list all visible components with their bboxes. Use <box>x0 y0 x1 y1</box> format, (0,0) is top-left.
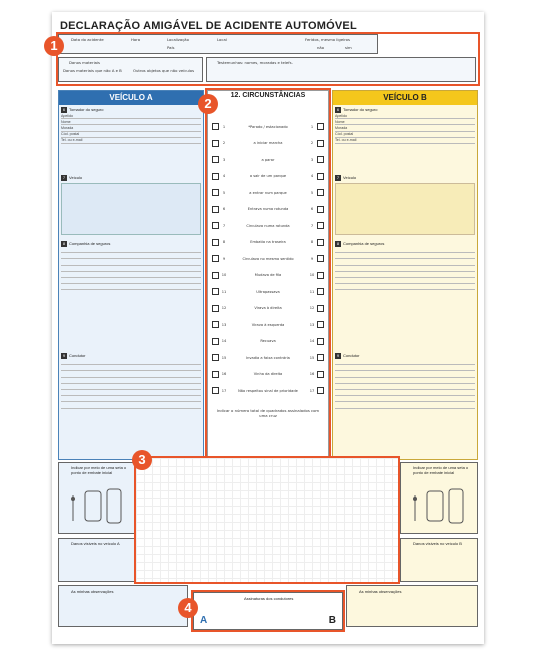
circumstance-number: 4 <box>310 174 314 178</box>
section-number: 6 <box>62 107 66 112</box>
callout-badge-3: 3 <box>132 450 152 470</box>
field-name[interactable]: Nome <box>61 119 201 125</box>
circumstance-number: 7 <box>222 223 226 228</box>
vehicle-a-driver: 9 Condutor <box>61 353 201 409</box>
field-phone[interactable]: Tel. ou e-mail <box>335 138 475 144</box>
circumstance-label: Mudava de fila <box>254 273 282 277</box>
vehicle-b-vehicle-grid[interactable] <box>335 183 475 235</box>
circumstance-number: 3 <box>222 157 226 162</box>
form-title: DECLARAÇÃO AMIGÁVEL DE ACIDENTE AUTOMÓVEL <box>60 20 357 32</box>
car-diagram-a-icon[interactable] <box>59 485 137 535</box>
witness-label: Testemunhas: nomes, moradas e telefs. <box>217 60 293 65</box>
circumstance-number: 3 <box>310 157 314 162</box>
vehicle-a-column <box>58 90 204 460</box>
impact-point-a-panel: Indicar por meio de uma seta o ponto de embate inicial <box>58 462 136 534</box>
circumstance-label: Embatia na traseira <box>250 240 286 244</box>
vehicle-a-policyholder: 6 Tomador do seguro Apelido Nome Morada Cód. postal Tel. ou e-mail <box>61 107 201 144</box>
country-label: País <box>167 45 175 50</box>
circumstance-label: Circulava numa rotunda <box>246 223 290 228</box>
location-label: Localização <box>167 37 189 42</box>
circumstance-number: 6 <box>310 207 314 211</box>
circumstance-number: 7 <box>310 223 314 228</box>
signature-a-label: A <box>200 615 208 626</box>
car-diagram-b-icon[interactable] <box>401 485 479 535</box>
vehicle-b-column <box>332 90 478 460</box>
signatures-header: Assinaturas dos condutores <box>244 596 294 601</box>
field-postal[interactable]: Cód. postal <box>335 132 475 138</box>
circumstance-label: Virava à esquerda <box>251 322 285 327</box>
circumstance-label: Vinha da direita <box>253 372 283 376</box>
time-label: Hora <box>131 37 141 42</box>
circumstance-number: 5 <box>310 190 314 195</box>
circumstance-number: 16 <box>221 372 227 376</box>
vehicle-b-vehicle: 7 Veículo <box>335 175 475 235</box>
circumstance-number: 16 <box>309 372 315 376</box>
field-surname[interactable]: Apelido <box>335 113 475 119</box>
circumstance-label: a parar <box>261 157 275 162</box>
vehicle-a-header: VEÍCULO A <box>59 91 203 105</box>
field-postal[interactable]: Cód. postal <box>61 132 201 138</box>
objects-label: Outros objetos que não veículos <box>133 68 195 73</box>
circumstance-number: 17 <box>221 388 227 393</box>
circumstances-header: 12. CIRCUNSTÂNCIAS <box>230 92 306 99</box>
visible-damage-b-panel[interactable]: Danos visíveis no veículo B <box>400 538 478 582</box>
observations-a-panel[interactable]: As minhas observações <box>58 585 188 627</box>
vehicle-b-policyholder: 6 Tomador do seguro Apelido Nome Morada Cód. postal Tel. ou e-mail <box>335 107 475 144</box>
field-phone[interactable]: Tel. ou e-mail <box>61 138 201 144</box>
circumstance-label: Invadia a faixa contrária <box>246 355 290 360</box>
circumstance-number: 13 <box>221 322 227 327</box>
circumstance-number: 4 <box>222 174 226 178</box>
circumstance-number: 15 <box>309 355 315 360</box>
highlight-box-2 <box>205 88 331 458</box>
circumstance-number: 1 <box>310 124 314 129</box>
callout-badge-1: 1 <box>44 36 64 56</box>
visible-damage-a-panel[interactable]: Danos visíveis no veículo A <box>58 538 136 582</box>
highlight-box-3 <box>134 456 400 584</box>
callout-badge-2: 2 <box>198 94 218 114</box>
circumstance-number: 14 <box>221 339 227 343</box>
circumstance-number: 12 <box>309 306 315 310</box>
circumstance-number: 12 <box>221 306 227 310</box>
no-label: não <box>317 45 325 50</box>
vehicle-b-insurer: 8 Companhia de seguros <box>335 241 475 290</box>
vehicle-b-header: VEÍCULO B <box>333 91 477 105</box>
vehicle-a-vehicle-grid[interactable] <box>61 183 201 235</box>
damage-label: Danos materiais <box>69 60 100 65</box>
circumstance-label: Não respeitou sinal de prioridade <box>238 388 298 393</box>
vehicle-a-vehicle: 7 Veículo <box>61 175 201 235</box>
signature-b-label: B <box>328 615 336 626</box>
circumstance-number: 14 <box>309 339 315 343</box>
circumstance-label: *Parado / estacionado <box>248 124 288 129</box>
circumstance-number: 11 <box>221 289 227 294</box>
circumstance-number: 13 <box>309 322 315 327</box>
circumstance-label: Ultrapassava <box>256 289 280 294</box>
circumstance-number: 6 <box>222 207 226 211</box>
circumstance-number: 9 <box>222 256 226 261</box>
circumstance-label: a entrar num parque <box>249 190 287 195</box>
circumstance-number: 8 <box>310 240 314 244</box>
field-surname[interactable]: Apelido <box>61 113 201 119</box>
circumstance-number: 10 <box>221 273 227 277</box>
circumstance-number: 2 <box>310 141 314 145</box>
circumstance-number: 9 <box>310 256 314 261</box>
circumstance-number: 17 <box>309 388 315 393</box>
circumstance-label: Recuava <box>260 339 276 343</box>
circumstance-label: Entrava numa rotunda <box>247 207 289 211</box>
date-label: Data do acidente <box>71 37 104 42</box>
circumstance-number: 10 <box>309 273 315 277</box>
highlight-box-1 <box>56 32 480 86</box>
observations-b-panel[interactable]: As minhas observações <box>346 585 478 627</box>
circumstance-number: 11 <box>309 289 315 294</box>
vehicle-a-insurer: 8 Companhia de seguros <box>61 241 201 290</box>
circumstances-footer: Indicar o número total de quadrados assinalados com uma cruz <box>216 408 320 418</box>
field-address[interactable]: Morada <box>335 125 475 131</box>
circumstance-label: a sair de um parque <box>249 174 287 178</box>
impact-point-b-panel: Indicar por meio de uma seta o ponto de embate inicial <box>400 462 478 534</box>
circumstance-number: 8 <box>222 240 226 244</box>
yes-label: sim <box>345 45 352 50</box>
injured-label: Feridos, mesmo ligeiros <box>305 37 350 42</box>
highlight-box-4 <box>191 590 345 632</box>
callout-badge-4: 4 <box>178 598 198 618</box>
circumstance-number: 5 <box>222 190 226 195</box>
field-address[interactable]: Morada <box>61 125 201 131</box>
field-name[interactable]: Nome <box>335 119 475 125</box>
circumstance-number: 1 <box>222 124 226 129</box>
place-label: Local <box>217 37 227 42</box>
circumstance-number: 15 <box>221 355 227 360</box>
damage-other-label: Danos materiais que não A e B <box>63 68 122 73</box>
circumstance-number: 2 <box>222 141 226 145</box>
vehicle-b-driver: 9 Condutor <box>335 353 475 409</box>
circumstance-label: Circulava no mesmo sentido <box>242 256 294 261</box>
circumstance-label: Virava à direita <box>254 306 282 310</box>
circumstance-label: a iniciar marcha <box>253 141 283 145</box>
